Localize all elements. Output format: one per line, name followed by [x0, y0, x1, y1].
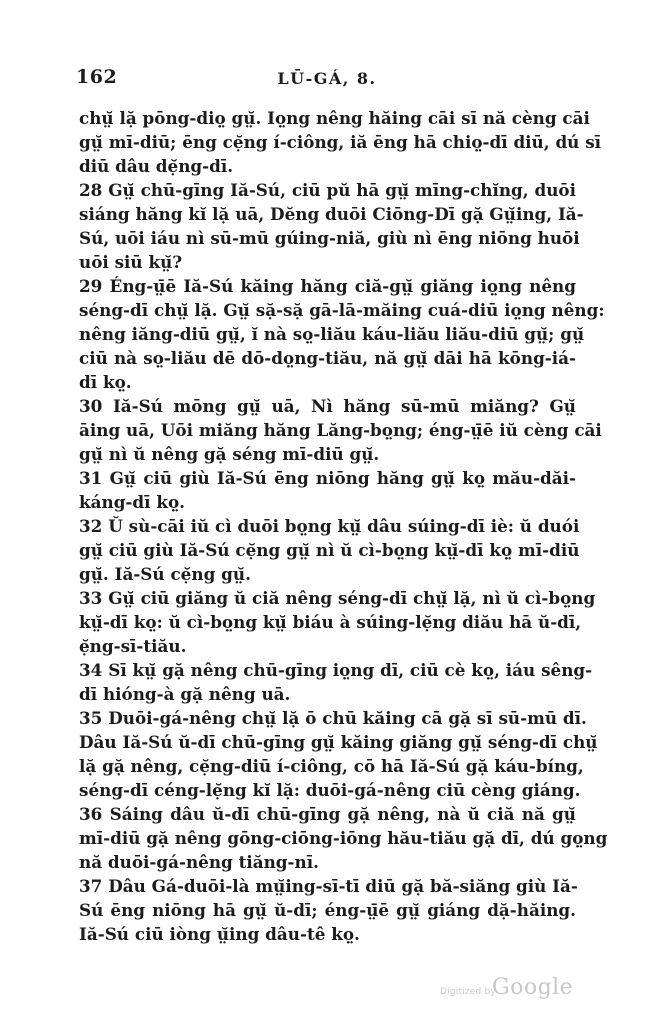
text-line: Sú, uōi iáu nì sū-mū gúing-niă, giù nì ēng niōng huōi: [79, 228, 580, 248]
text-line: 35 Duōi-gá-nêng chṳ̆ lặ ō chū kăing cā gặ sī sū-mū dī.: [79, 708, 587, 728]
text-line: kṳ̆-dī kọ̤: ŭ cì-bọ̤ng kṳ̆ biáu à súing-lẹ̆ng diău hā ŭ-dī,: [79, 612, 582, 632]
google-logo: Google: [492, 975, 574, 1000]
text-line: siáng hăng kĭ lặ uā, Dĕng duōi Ciōng-Dī gặ Gṳ̆ing, Iă-: [79, 204, 584, 224]
body-text: [79, 106, 608, 946]
text-line: Sú ēng niōng hā gṳ̆ ŭ-dī; éng-ṳ̄ē gṳ̆ giáng dặ-hăing.: [79, 900, 576, 920]
text-line: chṳ̆ lặ pōng-diọ̤ gṳ̆. Iọ̤ng nêng hăing cāi sī nă cèng cāi: [79, 108, 590, 128]
text-line: 30 Iă-Sú mōng gṳ̆ uā, Nì hăng sū-mū miăng? Gṳ̆: [79, 396, 576, 416]
text-line: 37 Dâu Gá-duōi-là mṳ̆ing-sī-tī diū gặ bă-siăng giù Iă-: [79, 876, 578, 896]
text-line: Iă-Sú ciū iòng ṳ̆ing dâu-tê kọ̤.: [79, 924, 360, 944]
text-line: dī kọ̤.: [79, 372, 132, 392]
digitized-by-label: Digitized by: [440, 987, 496, 997]
text-line: 31 Gṳ̆ ciū giù Iă-Sú ēng niōng hăng gṳ̆ kọ̤ mău-dăi-: [79, 468, 576, 488]
text-line: diū dâu dẹ̆ng-dī.: [79, 156, 234, 176]
text-line: séng-dī chṳ̆ lặ. Gṳ̆ sặ-sặ gā-lā-măing cuá-diū iọ̤ng nêng:: [79, 300, 605, 320]
text-line: Dâu Iă-Sú ŭ-dī chū-gīng gṳ̆ kăing giăng gṳ̆ séng-dī chṳ̆: [79, 732, 598, 752]
text-line: 33 Gṳ̆ ciū giăng ŭ ciă nêng séng-dī chṳ̆ lặ, nì ŭ cì-bọ̤ng: [79, 588, 596, 608]
page-header: [76, 66, 578, 96]
text-line: nêng iăng-diū gṳ̆, ĭ nà sọ̤-liău káu-liău liău-diū gṳ̆; gṳ̆: [79, 324, 585, 344]
text-line: 29 Éng-ṳ̄ē Iă-Sú kăing hăng ciă-gṳ̆ giăng iọ̤ng nêng: [79, 276, 576, 296]
text-line: gṳ̆ mī-diū; ēng cẹ̆ng í-ciông, iă ēng hā chiọ̤-dī diū, dú sī: [79, 132, 602, 152]
running-head: LŪ-GÁ, 8.: [277, 69, 377, 88]
text-line: 36 Sáing dâu ŭ-dī chū-gīng gặ nêng, nà ŭ ciă nă gṳ̆: [79, 804, 576, 824]
text-line: káng-dī kọ̤.: [79, 492, 186, 512]
page-number: 162: [76, 66, 118, 88]
digitized-watermark: [440, 975, 580, 1005]
text-line: gṳ̆. Iă-Sú cẹ̆ng gṳ̆.: [79, 564, 251, 584]
text-line: ciū nà sọ̤-liău dē dō-dọ̤ng-tiău, nă gṳ̆ dāi hā kōng-iá-: [79, 348, 576, 368]
text-line: nă duōi-gá-nêng tiăng-nī.: [79, 852, 319, 872]
text-line: séng-dī céng-lẹ̆ng kĭ lặ: duōi-gá-nêng ciū cèng giáng.: [79, 780, 581, 800]
text-line: gṳ̆ ciū giù Iă-Sú cẹ̆ng gṳ̆ nì ŭ cì-bọ̤ng kṳ̆-dī kọ̤ mī-diū: [79, 540, 580, 560]
text-line: gṳ̆ nì ŭ nêng gặ séng mī-diū gṳ̆.: [79, 444, 380, 464]
text-line: dī hióng-à gặ nêng uā.: [79, 684, 291, 704]
text-line: mī-diū gặ nêng gōng-ciōng-iōng hău-tiău gặ dī, dú gọ̤ng: [79, 828, 608, 848]
text-line: 28 Gṳ̆ chū-gīng Iă-Sú, ciū pŭ hā gṳ̆ mīng-chĭng, duōi: [79, 180, 576, 200]
text-line: ẹ̆ng-sī-tiău.: [79, 636, 187, 656]
text-line: uōi siū kṳ̆?: [79, 252, 183, 272]
text-line: lặ gặ nêng, cẹ̆ng-diū í-ciông, cō hā Iă-Sú gặ káu-bíng,: [79, 756, 584, 776]
text-line: 34 Sī kṳ̆ gặ nêng chū-gīng iọ̤ng dī, ciū cè kọ̤, iáu sêng-: [79, 660, 593, 680]
text-line: 32 Ŭ sù-cāi iŭ cì duōi bọ̤ng kṳ̆ dâu súing-dī iè: ŭ duói: [79, 516, 580, 536]
text-line: āing uā, Uōi miăng hăng Lăng-bọ̤ng; éng-ṳ̄ē iŭ cèng cāi: [79, 420, 602, 440]
